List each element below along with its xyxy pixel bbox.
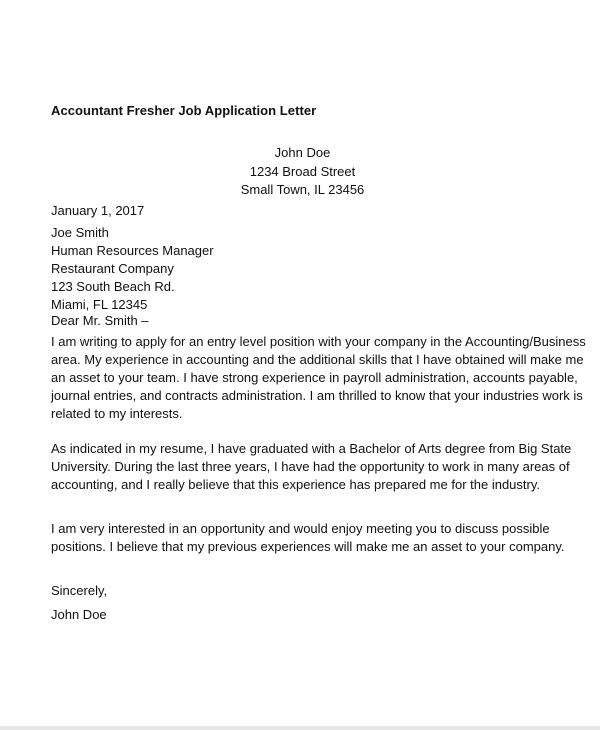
paragraph-line: journal entries, and contracts administration. I am thrilled to know that your industries work is (51, 388, 583, 403)
recipient-street: 123 South Beach Rd. (51, 279, 175, 294)
recipient-name: Joe Smith (51, 225, 109, 240)
body-paragraph-2 (51, 440, 572, 494)
paragraph-line: As indicated in my resume, I have graduated with a Bachelor of Arts degree from Big State (51, 441, 572, 456)
paragraph-line: an asset to your team. I have strong experience in payroll administration, accounts payable, (51, 370, 578, 385)
paragraph-line: accounting, and I really believe that this experience has prepared me for the industry. (51, 477, 540, 492)
recipient-city: Miami, FL 12345 (51, 297, 148, 312)
body-paragraph-1 (51, 333, 586, 423)
page-bottom-edge (0, 726, 600, 730)
signature-name: John Doe (51, 607, 107, 622)
letter-date: January 1, 2017 (51, 203, 145, 218)
paragraph-line: positions. I believe that my previous experiences will make me an asset to your company. (51, 539, 565, 554)
sender-name: John Doe (274, 145, 331, 160)
recipient-role: Human Resources Manager (51, 243, 214, 258)
paragraph-line: I am very interested in an opportunity and would enjoy meeting you to discuss possible (51, 521, 550, 536)
paragraph-line: I am writing to apply for an entry level position with your company in the Accounting/Business (51, 334, 586, 349)
paragraph-line: University. During the last three years, I have had the opportunity to work in many areas of (51, 459, 570, 474)
recipient-address-block (51, 224, 214, 314)
sender-city: Small Town, IL 23456 (240, 182, 365, 197)
paragraph-line: related to my interests. (51, 406, 183, 421)
body-paragraph-3 (51, 520, 565, 556)
sender-address-block (230, 144, 375, 200)
sender-street: 1234 Broad Street (249, 163, 356, 179)
paragraph-line: area. My experience in accounting and the additional skills that I have obtained will make me (51, 352, 584, 367)
closing: Sincerely, (51, 583, 108, 598)
document-title: Accountant Fresher Job Application Letter (51, 103, 317, 118)
salutation: Dear Mr. Smith – (51, 313, 149, 328)
recipient-company: Restaurant Company (51, 261, 174, 276)
